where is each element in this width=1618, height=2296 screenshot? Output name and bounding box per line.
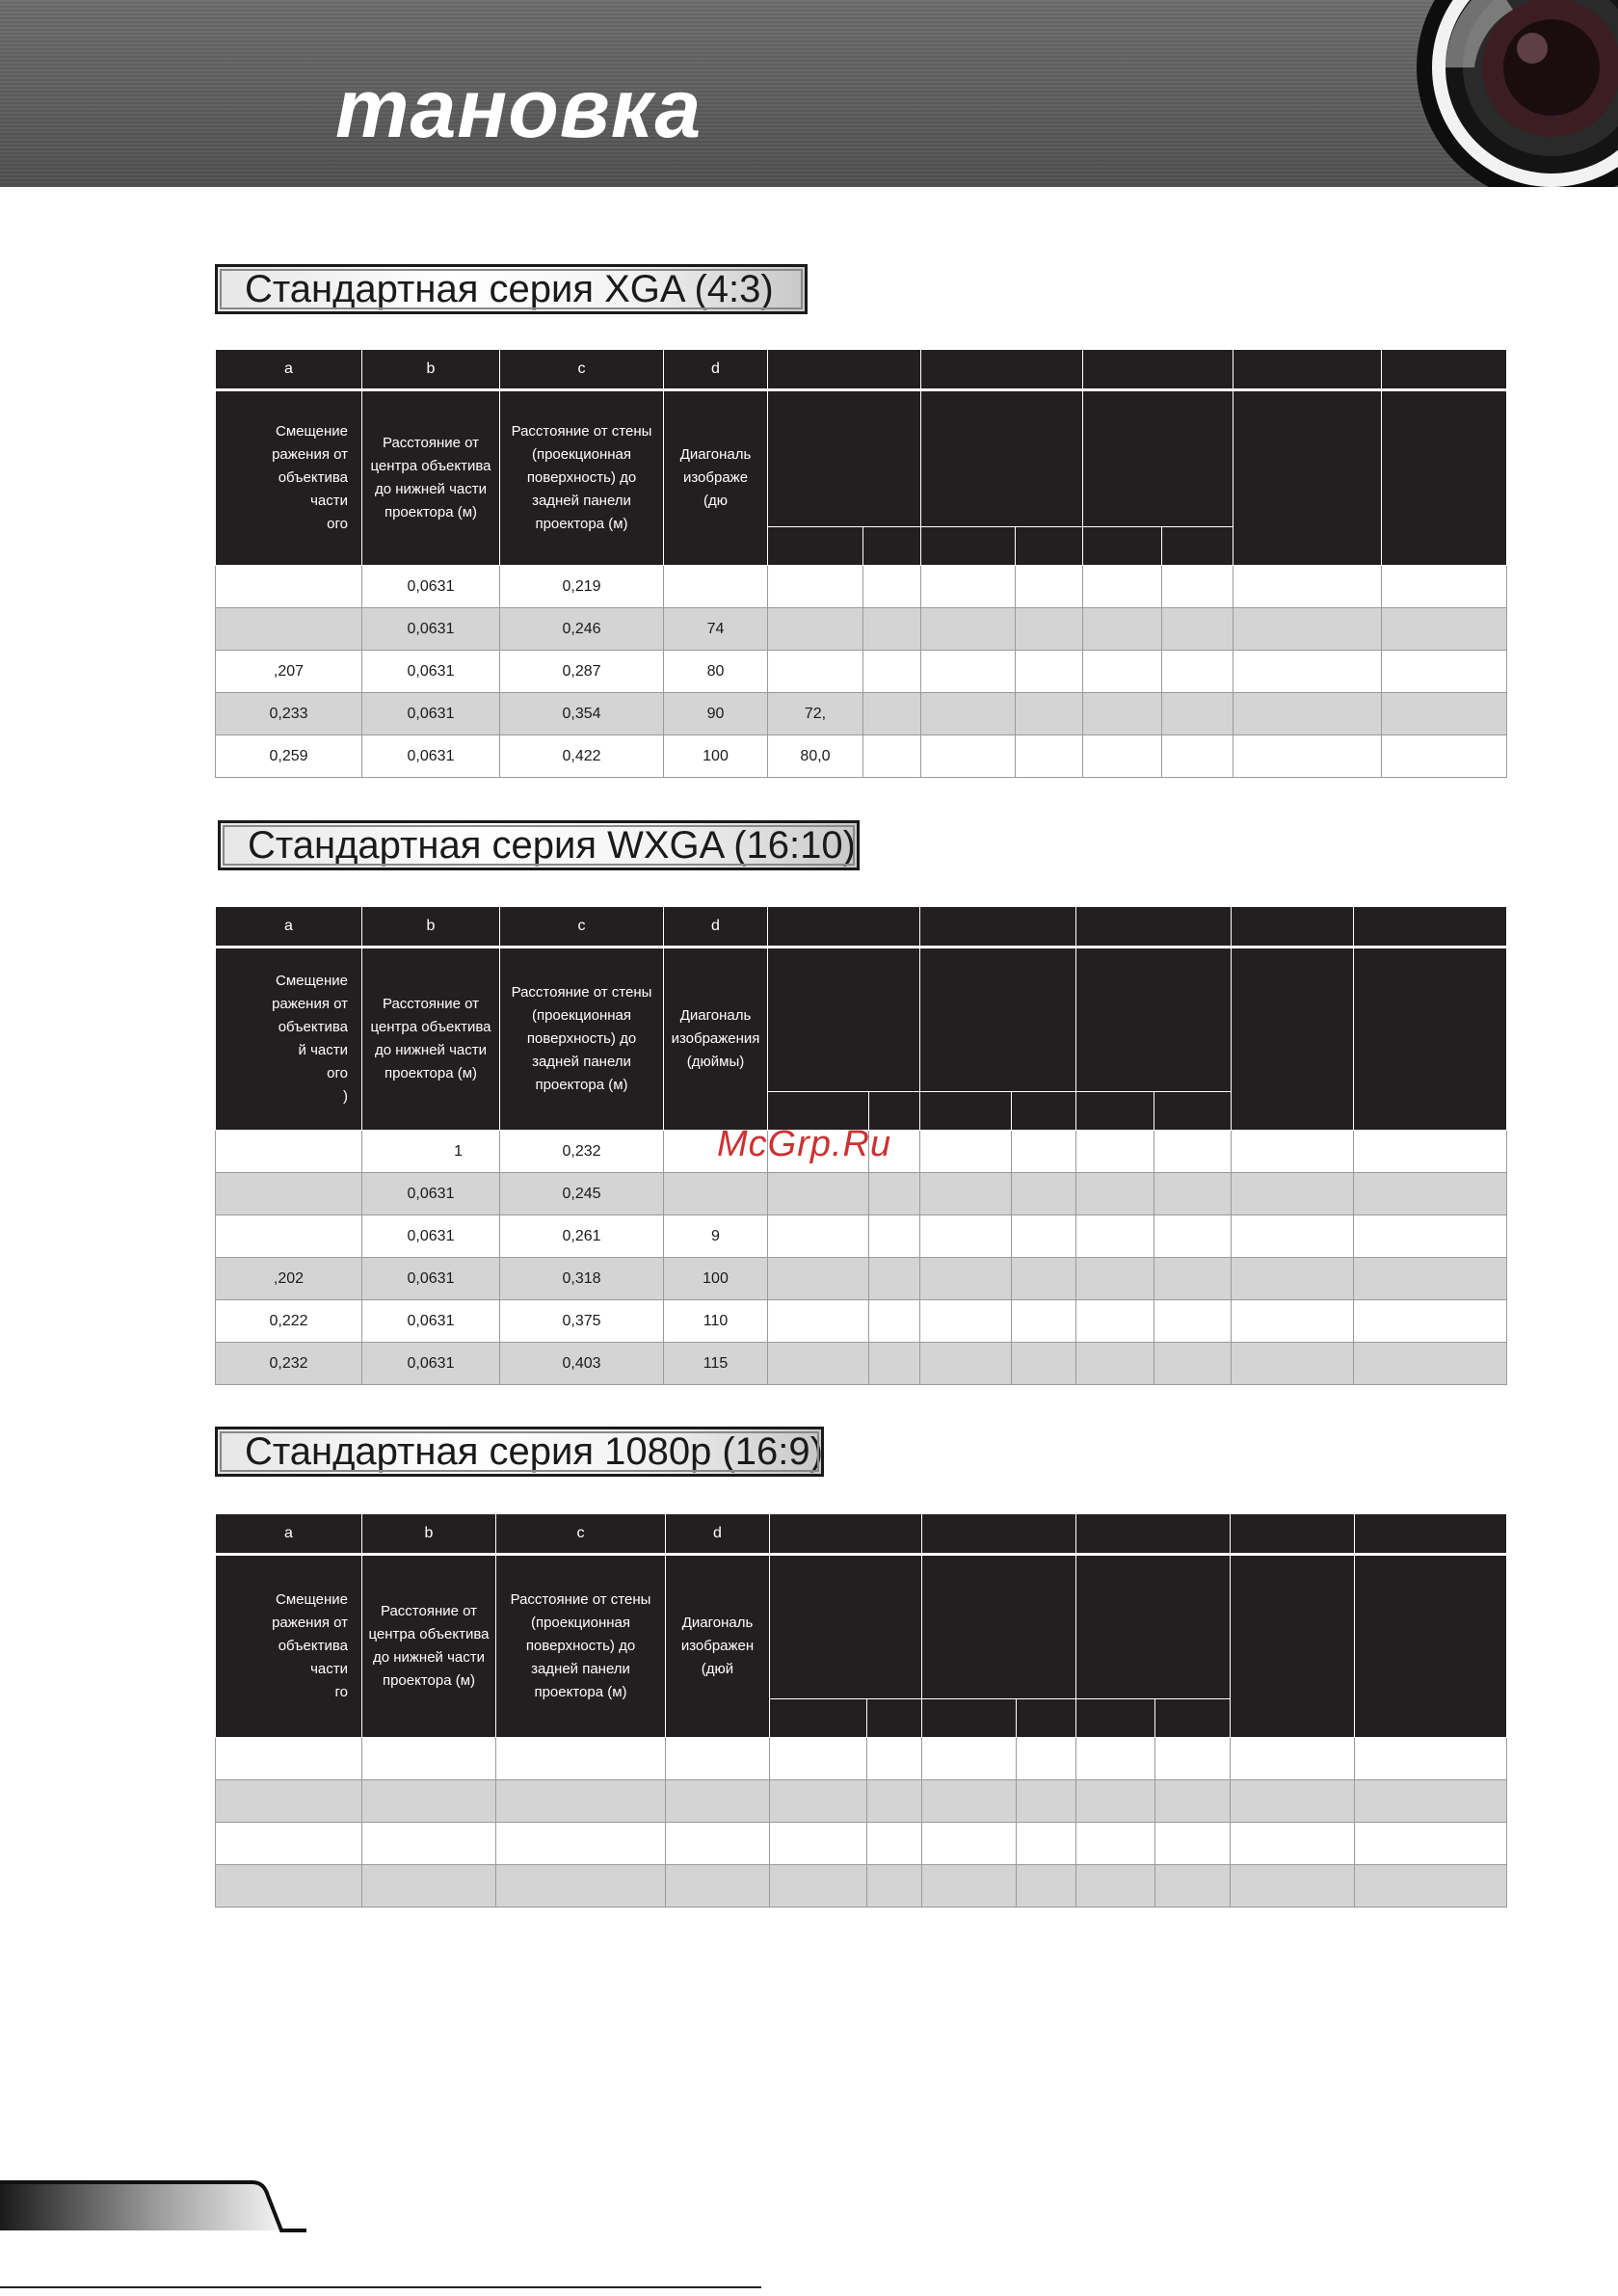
- header-cell: [1017, 1699, 1076, 1738]
- page-title: тановка: [335, 63, 703, 155]
- table-xga: [215, 349, 1507, 778]
- header-cell: [1355, 1514, 1507, 1555]
- header-cell: [1076, 1092, 1154, 1131]
- table-row: 0,232 0,0631 0,403 115: [216, 1343, 1507, 1385]
- header-cell: [1076, 948, 1232, 1092]
- table-row: [216, 1780, 1507, 1823]
- header-cell: [768, 527, 863, 566]
- header-cell: [1232, 948, 1354, 1131]
- table-row: 0,233 0,0631 0,354 90 72,: [216, 693, 1507, 735]
- col-letter-a: a: [216, 350, 362, 390]
- header-cell: [770, 1514, 922, 1555]
- header-cell: [920, 1092, 1012, 1131]
- col-letter-a: a: [216, 907, 362, 948]
- header-cell: [1076, 1514, 1231, 1555]
- col-letter-b: b: [362, 350, 500, 390]
- header-cell: [768, 350, 921, 390]
- header-cell: [1354, 948, 1507, 1131]
- header-cell: [922, 1555, 1076, 1699]
- desc-b: Расстояние от центра объектива до нижней части проектора (м): [362, 390, 500, 566]
- table-row: 0,259 0,0631 0,422 100 80,0: [216, 735, 1507, 778]
- header-cell: [1232, 907, 1354, 948]
- header-cell: [922, 1699, 1017, 1738]
- header-cell: [1231, 1514, 1355, 1555]
- section-title-wxga: Стандартная серия WXGA (16:10): [218, 820, 860, 870]
- table-row: ,207 0,0631 0,287 80: [216, 651, 1507, 693]
- col-letter-b: b: [362, 1514, 496, 1555]
- header-cell: [920, 948, 1076, 1092]
- header-cell: [1233, 350, 1382, 390]
- col-letter-c: c: [500, 907, 664, 948]
- header-cell: [922, 1514, 1076, 1555]
- desc-c: Расстояние от стены (проекционная поверхность) до задней панели проектора (м): [500, 948, 664, 1131]
- table-row: [216, 1823, 1507, 1865]
- table-row: [216, 1738, 1507, 1780]
- header-cell: [770, 1699, 867, 1738]
- header-cell: [1231, 1555, 1355, 1738]
- header-cell: [1076, 907, 1232, 948]
- header-cell: [1076, 1555, 1231, 1699]
- header-cell: [770, 1555, 922, 1699]
- col-letter-c: c: [496, 1514, 666, 1555]
- header-cell: [1382, 350, 1507, 390]
- table-1080p: [215, 1513, 1507, 1908]
- table-row: ,202 0,0631 0,318 100: [216, 1258, 1507, 1300]
- header-cell: [1083, 350, 1233, 390]
- desc-b: Расстояние от центра объектива до нижней части проектора (м): [362, 948, 500, 1131]
- table-row: 0,0631 0,246 74: [216, 608, 1507, 651]
- desc-b: Расстояние от центра объектива до нижней части проектора (м): [362, 1555, 496, 1738]
- header-cell: [1162, 527, 1233, 566]
- table-row: [216, 1865, 1507, 1908]
- desc-d: Диагональ изображен (дюй: [666, 1555, 770, 1738]
- header-cell: [863, 527, 921, 566]
- header-cell: [768, 907, 920, 948]
- col-letter-b: b: [362, 907, 500, 948]
- header-cell: [1382, 390, 1507, 566]
- col-letter-c: c: [500, 350, 664, 390]
- table-row: 0,0631 0,261 9: [216, 1215, 1507, 1258]
- desc-d: Диагональ изображе (дю: [664, 390, 768, 566]
- header-cell: [1012, 1092, 1076, 1131]
- table-row: 0,222 0,0631 0,375 110: [216, 1300, 1507, 1343]
- footer-line: [0, 2286, 761, 2288]
- table-row: 1 0,232: [216, 1131, 1507, 1173]
- header-cell: [921, 527, 1016, 566]
- header-cell: [1076, 1699, 1155, 1738]
- header-cell: [921, 390, 1083, 527]
- header-cell: [1154, 1092, 1232, 1131]
- page-header: [0, 0, 1618, 187]
- desc-d: Диагональ изображения (дюймы): [664, 948, 768, 1131]
- section-title-xga: Стандартная серия XGA (4:3): [215, 264, 808, 314]
- table-row: 0,0631 0,219: [216, 566, 1507, 608]
- desc-a: Смещение ражения от объектива й части ого ): [216, 948, 362, 1131]
- header-cell: [921, 350, 1083, 390]
- col-letter-d: d: [666, 1514, 770, 1555]
- footer-tab-graphic: [0, 2180, 308, 2238]
- header-cell: [768, 390, 921, 527]
- table-row: 0,0631 0,245: [216, 1173, 1507, 1215]
- desc-a: Смещение ражения от объектива части го: [216, 1555, 362, 1738]
- header-cell: [1354, 907, 1507, 948]
- header-cell: [1083, 390, 1233, 527]
- header-cell: [768, 948, 920, 1092]
- header-cell: [1083, 527, 1162, 566]
- desc-a: Смещение ражения от объектива части ого: [216, 390, 362, 566]
- col-letter-d: d: [664, 907, 768, 948]
- header-cell: [867, 1699, 922, 1738]
- desc-c: Расстояние от стены (проекционная поверхность) до задней панели проектора (м): [500, 390, 664, 566]
- watermark: McGrp.Ru: [717, 1124, 892, 1164]
- section-title-1080p: Стандартная серия 1080p (16:9): [215, 1427, 824, 1477]
- header-cell: [1016, 527, 1083, 566]
- lens-graphic: [1407, 0, 1618, 187]
- header-cell: [920, 907, 1076, 948]
- header-cell: [1355, 1555, 1507, 1738]
- desc-c: Расстояние от стены (проекционная поверхность) до задней панели проектора (м): [496, 1555, 666, 1738]
- col-letter-a: a: [216, 1514, 362, 1555]
- header-cell: [1233, 390, 1382, 566]
- header-cell: [1155, 1699, 1231, 1738]
- col-letter-d: d: [664, 350, 768, 390]
